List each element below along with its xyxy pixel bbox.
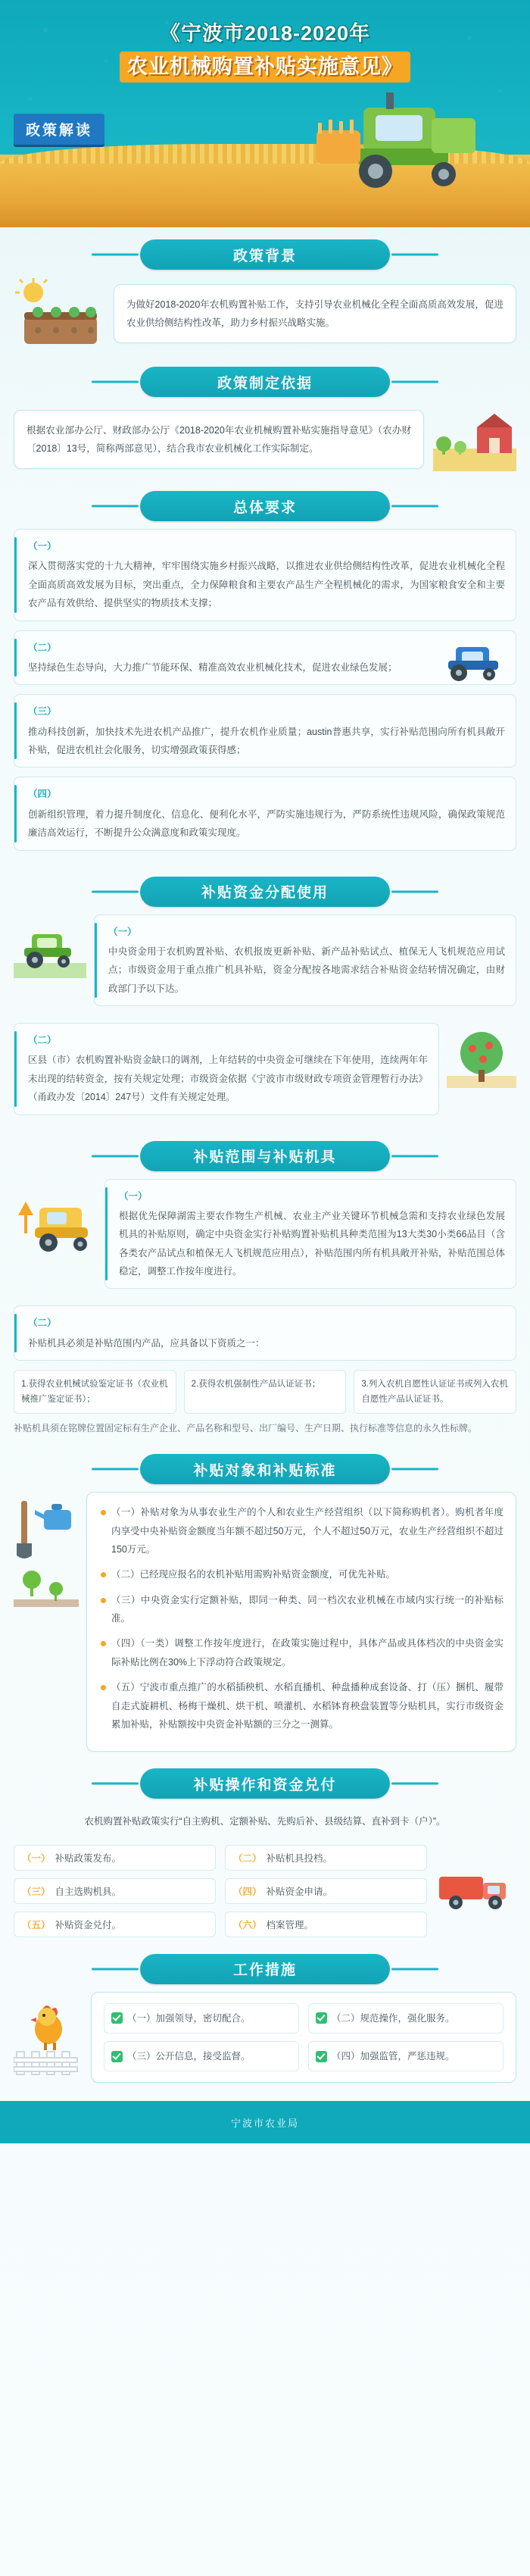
requirement-label-1: （一） [28, 541, 57, 552]
section-title-background: 政策背景 [140, 239, 390, 270]
hero-title-line1: 《宁波市2018-2020年 [159, 22, 371, 45]
measures-card [91, 1992, 516, 2084]
measure-text-1: （一）加强领导，密切配合。 [127, 2012, 251, 2024]
measure-item-1 [104, 2003, 299, 2034]
funds-item-1 [94, 914, 516, 1007]
section-objects [0, 1454, 530, 1756]
section-title-measures: 工作措施 [140, 1954, 390, 1984]
objects-bullet-4: （四）（一类）调整工作按年度进行，在政策实施过程中，具体产品或具体档次的中央资金实际补贴比例在30%上下浮动符合政策规定。 [99, 1634, 504, 1671]
combine-harvester-icon [310, 79, 507, 208]
section-title-funds: 补贴资金分配使用 [140, 877, 390, 907]
rooster-fence-icon [14, 1996, 83, 2079]
operation-step-index-4: （四） [233, 1886, 262, 1897]
operation-step-text-2: 补贴机具投档。 [266, 1852, 333, 1864]
measure-item-2 [308, 2003, 504, 2034]
basis-paragraph: 根据农业部办公厅、财政部办公厅《2018-2020年农业机械购置补贴实施指导意见》（农办财〔2018〕13号，简称两部意见），结合我市农业机械化工作实际制定。 [26, 424, 411, 454]
section-scope [0, 1141, 530, 1443]
operation-step-text-5: 补贴资金兑付。 [55, 1919, 122, 1930]
funds-text-2: 区县（市）农机购置补贴资金缺口的调剂，上年结转的中央资金可继续在下年使用，连续两年年末出现的结转资金，按有关规定处理；市级资金依据《宁波市市级财政专项资金管理暂行办法》（甬政办发〔2014〕247号）文件有关规定处理。 [28, 1055, 428, 1103]
check-icon [111, 2051, 123, 2062]
operation-intro: 农机购置补贴政策实行“自主购机、定额补贴、先购后补、县级结算、直补到卡（户）”。 [84, 1816, 446, 1827]
background-card [114, 284, 516, 344]
background-paragraph: 为做好2018-2020年农机购置补贴工作，支持引导农业机械化全程全面高质高效发展，促进农业供给侧结构性改革，助力乡村振兴战略实施。 [126, 299, 504, 328]
requirement-label-4: （四） [28, 789, 57, 800]
operation-step-index-6: （六） [233, 1919, 262, 1930]
funds-text-1: 中央资金用于农机购置补贴、农机报废更新补贴、新产品补贴试点、植保无人飞机规范应用试点；市级资金用于重点推广机具补贴，资金分配按各地需求结合补贴资金结转情况确定，由财政部门予以下达。 [108, 946, 505, 994]
objects-bullet-3: （三）中央资金实行定额补贴，即同一种类、同一档次农业机械在市域内实行统一的补贴标准。 [99, 1591, 504, 1628]
operation-step-text-3: 自主选购机具。 [55, 1886, 122, 1897]
qualification-col-3: 3.列入农机自愿性认证证书或列入农机自愿性产品认证证书。 [354, 1370, 516, 1414]
scope-label-1: （一） [119, 1190, 148, 1202]
objects-bullet-1: （一）补贴对象为从事农业生产的个人和农业生产经营组织（以下简称购机者）。购机者年度内享受中央补贴资金额度当年额不超过50万元，个人不超过50万元，农业生产经营组织不超过150万元。 [99, 1503, 504, 1558]
section-title-requirements: 总体要求 [140, 491, 390, 521]
section-title-basis: 政策制定依据 [140, 367, 390, 397]
orchard-tree-icon [447, 1026, 516, 1091]
measure-text-4: （四）加强监管，严惩违规。 [332, 2051, 455, 2062]
qualification-col-1: 1.获得农业机械试验鉴定证书（农业机械推广鉴定证书）； [14, 1370, 176, 1414]
basis-card [14, 410, 424, 470]
policy-interpretation-badge: 政策解读 [14, 114, 104, 145]
operation-step-text-4: 补贴资金申请。 [266, 1886, 333, 1897]
section-requirements [0, 491, 530, 864]
objects-bullet-5: （五）宁波市重点推广的水稻插秧机、水稻直播机、种盘播种成套设备、打（压）捆机、履带自走式旋耕机、杨梅干燥机、烘干机、喷灌机、水稻钵育秧盘装置等分贴机具，实行市级资金累加补贴，补贴额按中央资金补贴额的三分之一测算。 [99, 1678, 504, 1733]
check-icon [316, 2012, 327, 2024]
funds-label-2: （二） [28, 1035, 57, 1046]
requirement-item-3 [14, 694, 516, 767]
measure-text-3: （三）公开信息，接受监督。 [127, 2051, 251, 2062]
operation-step-text-6: 档案管理。 [266, 1919, 314, 1930]
objects-bullet-2: （二）已经现应报名的农机补贴用需购补贴资金额度，可优先补贴。 [99, 1565, 504, 1583]
section-title-scope: 补贴范围与补贴机具 [140, 1141, 390, 1171]
section-funds [0, 877, 530, 1129]
operation-step-3 [14, 1878, 216, 1904]
section-title-operation: 补贴操作和资金兑付 [140, 1768, 390, 1799]
green-tractor-icon [14, 918, 86, 983]
tools-watering-can-icon [14, 1496, 79, 1610]
operation-step-6 [225, 1912, 427, 1937]
requirement-label-3: （三） [28, 706, 57, 717]
page-footer: 宁波市农业局 [0, 2101, 530, 2143]
measures-list [104, 2003, 504, 2072]
objects-card [86, 1492, 516, 1752]
operation-step-text-1: 补贴政策发布。 [55, 1852, 122, 1864]
requirement-text-4: 创新组织管理，着力提升制度化、信息化、便利化水平，严防实施违规行为，严防系统性违规风险，确保政策规范廉洁高效运行，不断提升公众满意度和政策实现度。 [28, 808, 505, 839]
hero-title-block [0, 20, 530, 83]
requirement-text-3: 推动科技创新，加快技术先进农机产品推广，提升农机作业质量；austin普惠共享，实行补贴范围向所有机具敞开补贴，促进农机社会化服务，切实增强政策获得感； [28, 726, 505, 755]
delivery-truck-icon [435, 1857, 516, 1918]
harvester-wheat-icon [14, 1185, 97, 1258]
barn-field-icon [433, 405, 516, 474]
scope-note: 补贴机具须在铭牌位置固定标有生产企业、产品名称和型号、出厂编号、生产日期、执行标准等信息的永久性标牌。 [14, 1423, 478, 1434]
funds-label-1: （一） [108, 926, 137, 937]
section-operation [0, 1768, 530, 1941]
requirement-text-2: 坚持绿色生态导向，大力推广节能环保、精准高效农业机械化技术，促进农业绿色发展； [28, 661, 398, 673]
operation-step-index-1: （一） [22, 1852, 51, 1864]
measure-item-3 [104, 2041, 299, 2071]
measure-text-2: （二）规范操作，强化服务。 [332, 2012, 455, 2024]
seedling-field-icon [14, 277, 104, 350]
section-title-objects: 补贴对象和补贴标准 [140, 1454, 390, 1484]
operation-step-5 [14, 1912, 216, 1937]
funds-item-2 [14, 1023, 439, 1115]
requirement-label-2: （二） [28, 642, 57, 653]
operation-step-1 [14, 1845, 216, 1871]
scope-qualification-columns [14, 1370, 516, 1414]
tractor-icon [436, 633, 512, 683]
check-icon [316, 2051, 327, 2062]
operation-step-index-2: （二） [233, 1852, 262, 1864]
hero-banner [0, 0, 530, 227]
scope-text-2: 补贴机具必须是补贴范围内产品，应具备以下资质之一： [28, 1337, 265, 1349]
requirement-item-1 [14, 529, 516, 621]
operation-steps [14, 1845, 427, 1937]
scope-label-2: （二） [28, 1318, 57, 1329]
section-measures [0, 1954, 530, 2088]
operation-step-4 [225, 1878, 427, 1904]
objects-bullet-list [99, 1503, 504, 1733]
section-basis [0, 367, 530, 479]
hero-title-line2: 农业机械购置补贴实施意见》 [120, 52, 410, 82]
requirement-text-1: 深入贯彻落实党的十九大精神，牢牢围绕实施乡村振兴战略，以推进农业供给侧结构性改革，促进农业机械化全程全面高质高效发展为目标，突出重点，全力保障粮食和主要农产品生产全程机械化的需求，为国家粮食安全和主要农产品有效供给、提供坚实的物质技术支撑； [28, 561, 505, 609]
qualification-col-2: 2.获得农机强制性产品认证证书； [184, 1370, 347, 1414]
check-icon [111, 2012, 123, 2024]
operation-step-index-3: （三） [22, 1886, 51, 1897]
scope-item-2 [14, 1305, 516, 1361]
scope-text-1: 根据优先保障湖需主要农作物生产机械、农业主产业关键环节机械急需和支持农业绿色发展机具的补贴原则，确定中央资金实行补贴购置补贴机具种类范围为13大类30小类66品目（含各类农产品试点和植保无人飞机规范应用点），补贴范围内所有机具敞开补贴，补贴范围总体稳定，调整工作按年度进行。 [119, 1210, 505, 1277]
section-background [0, 239, 530, 355]
scope-item-1 [104, 1179, 516, 1290]
operation-step-2 [225, 1845, 427, 1871]
operation-step-index-5: （五） [22, 1919, 51, 1930]
requirement-item-4 [14, 777, 516, 850]
measure-item-4 [308, 2041, 504, 2071]
